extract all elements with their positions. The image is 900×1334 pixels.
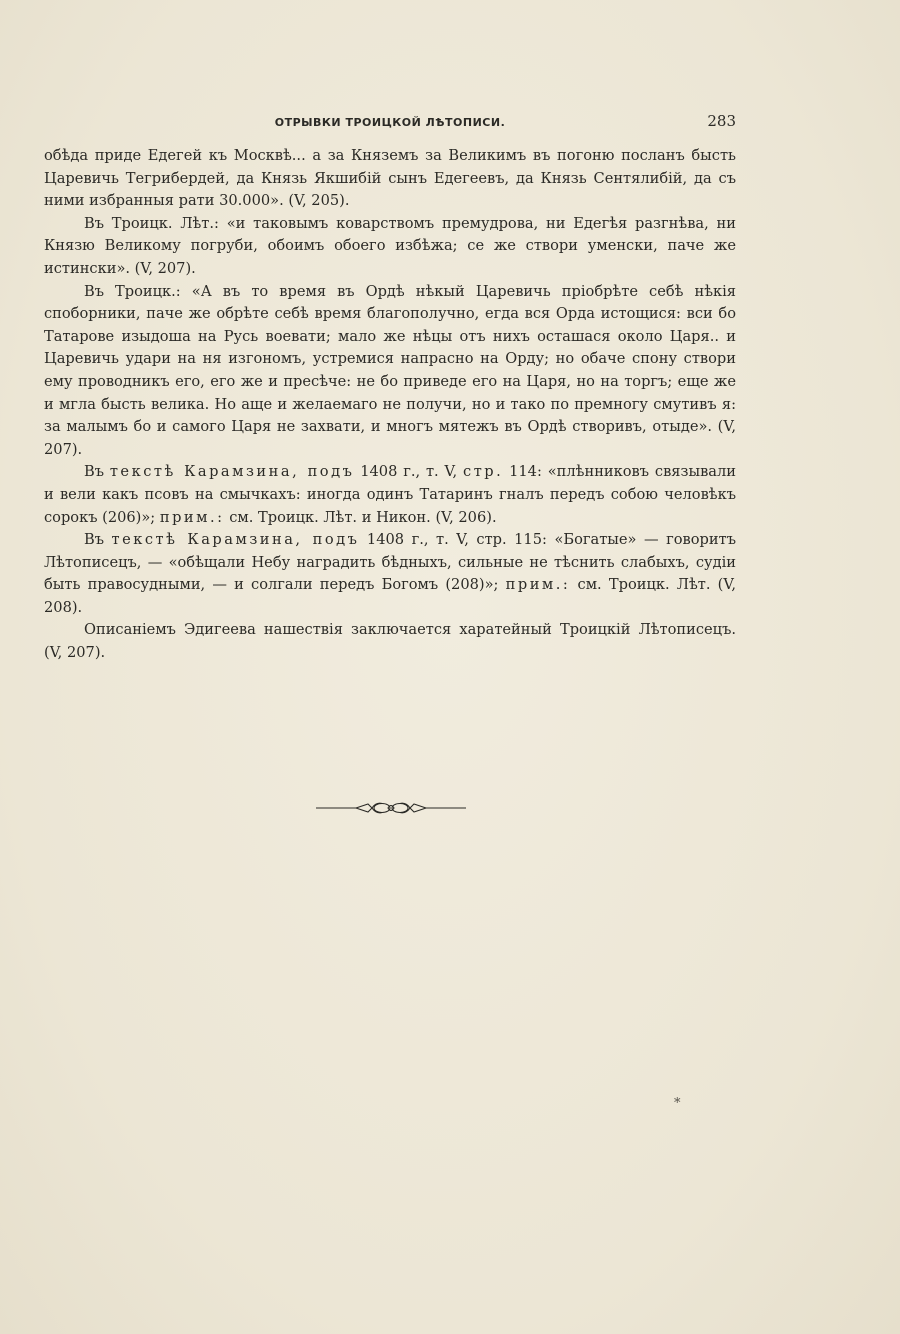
- decorative-rule-icon: [316, 798, 466, 818]
- paragraph: [44, 145, 736, 213]
- text-segment: Въ: [84, 463, 110, 481]
- text-segment: прим.:: [159, 508, 225, 526]
- text-segment: стр.: [463, 463, 504, 481]
- paragraph: [44, 461, 736, 529]
- paragraph: [44, 619, 736, 664]
- text-segment: 1408 г., т. V,: [354, 463, 464, 481]
- body-text: [44, 145, 736, 665]
- text-segment: текстѣ Карамзина, подъ: [109, 463, 355, 481]
- text-segment: 1408 г., т. V, стр. 115: «Богатые» — говоритъ Лѣтописецъ, — «обѣщали Небу наградить бѣдныхъ, сильные не тѣснить слабыхъ, судіи быть правосудными, — и солгали передъ Богомъ (208)»;: [44, 531, 736, 594]
- paragraph: [44, 529, 736, 619]
- paragraph: [44, 213, 736, 281]
- footer-mark: *: [674, 1096, 681, 1111]
- text-segment: Въ Троицк.: «А въ то время въ Ордѣ нѣкый Царевичь пріобрѣте себѣ нѣкія споборники, паче же обрѣте себѣ время благополучно, егда вся Орда истощися: вси бо Татарове изыдоша на Русь воевати; мало же нѣцы отъ нихъ осташася около Царя.. и Царевичь удари на ня изгономъ, устремися напрасно на Орду; но обаче спону створи ему проводникъ его, его же и пресѣче: не бо приведе его на Царя, но на торгъ; еще же и мгла бысть велика. Но аще и желаемаго не получи, но и тако по премногу смутивъ я: за малымъ бо и самого Царя не захвати, и многъ мятежъ въ Ордѣ створивъ, отыде». (V, 207).: [44, 282, 736, 458]
- text-segment: см. Троицк. Лѣт. (V, 208).: [44, 576, 736, 616]
- text-segment: Описаніемъ Эдигеева нашествія заключается харатейный Троицкій Лѣтописецъ. (V, 207).: [44, 621, 736, 662]
- text-segment: Въ Троицк. Лѣт.: «и таковымъ коварствомъ премудрова, ни Едегѣя разгнѣва, ни Князю Великому погруби, обоимъ обоего избѣжа; се же створи уменски, паче же истински». (V, 207).: [44, 214, 736, 277]
- text-segment: Въ: [84, 531, 112, 549]
- paragraph: [44, 281, 736, 462]
- page-header: [44, 112, 736, 134]
- running-title: ОТРЫВКИ ТРОИЦКОЙ ЛѢТОПИСИ.: [274, 116, 506, 129]
- text-segment: прим.:: [505, 576, 571, 594]
- text-segment: см. Троицк. Лѣт. и Никон. (V, 206).: [224, 508, 497, 526]
- text-segment: 114: «плѣнниковъ связывали и вели какъ псовъ на смычкахъ: иногда одинъ Татаринъ гналъ передъ собою человѣкъ сорокъ (206)»;: [44, 463, 736, 526]
- page-number: 283: [707, 112, 736, 130]
- text-segment: текстѣ Карамзина, подъ: [111, 531, 360, 549]
- text-segment: обѣда приде Едегей къ Москвѣ... а за Княземъ за Великимъ въ погоню посланъ бысть Царевичь Тегрибердей, да Князь Якшибій сынъ Едегеевъ, да Князь Сентялибій, да съ ними избранныя рати 30.000». (V, 205).: [44, 147, 736, 210]
